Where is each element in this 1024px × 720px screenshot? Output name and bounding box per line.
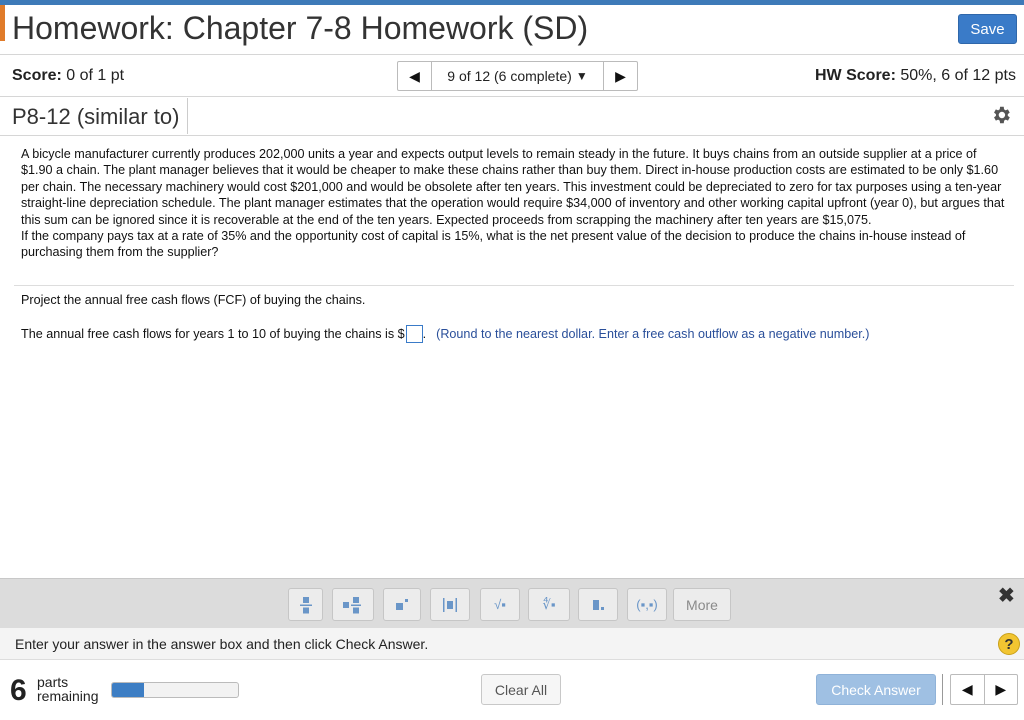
absolute-value-icon bbox=[441, 596, 459, 614]
score-label: Score: bbox=[12, 67, 62, 84]
hw-score-label: HW Score: bbox=[815, 67, 896, 84]
footer-question-navigator bbox=[950, 674, 1018, 705]
divider bbox=[942, 674, 943, 705]
triangle-left-icon: ◀ bbox=[961, 681, 973, 697]
page-title: Homework: Chapter 7-8 Homework (SD) bbox=[12, 10, 589, 46]
parts-progress-fill bbox=[112, 683, 144, 697]
triangle-left-icon: ◀ bbox=[409, 67, 420, 84]
divider bbox=[0, 96, 1024, 97]
help-icon[interactable]: ? bbox=[998, 633, 1020, 655]
question-navigator bbox=[397, 61, 638, 91]
ordered-pair-tool-button[interactable] bbox=[627, 588, 667, 621]
answer-input[interactable] bbox=[406, 325, 423, 343]
score-value: 0 of 1 pt bbox=[66, 67, 125, 84]
left-edge-marks bbox=[0, 140, 8, 610]
mixed-number-icon bbox=[342, 595, 364, 615]
nth-root-icon: ∜▪ bbox=[542, 596, 556, 612]
triangle-right-icon: ▶ bbox=[995, 681, 1007, 697]
exponent-tool-button[interactable] bbox=[383, 588, 421, 621]
divider bbox=[0, 135, 1024, 136]
caret-down-icon: ▼ bbox=[575, 69, 588, 83]
divider bbox=[14, 285, 1014, 286]
question-dropdown[interactable] bbox=[432, 62, 603, 90]
parts-label-line2: remaining bbox=[37, 688, 99, 704]
parts-remaining-count: 6 bbox=[10, 674, 27, 707]
check-answer-button[interactable]: Check Answer bbox=[816, 674, 936, 705]
answer-suffix: . bbox=[422, 327, 427, 341]
parts-progress-bar bbox=[111, 682, 239, 698]
previous-question-button[interactable] bbox=[398, 62, 432, 90]
score-display bbox=[12, 67, 124, 85]
top-accent-bar bbox=[0, 0, 1024, 5]
answer-hint: (Round to the nearest dollar. Enter a free cash outflow as a negative number.) bbox=[436, 327, 870, 341]
status-message: Enter your answer in the answer box and then click Check Answer. bbox=[15, 636, 429, 652]
top-accent-tab bbox=[0, 5, 5, 41]
next-question-button[interactable] bbox=[603, 62, 637, 90]
mixed-number-tool-button[interactable] bbox=[332, 588, 374, 621]
decimal-icon bbox=[590, 596, 606, 614]
parts-label-line1: parts bbox=[37, 674, 69, 690]
close-icon[interactable]: ✖ bbox=[998, 585, 1015, 607]
fraction-tool-button[interactable] bbox=[288, 588, 323, 621]
question-position: 9 of 12 (6 complete) bbox=[447, 68, 572, 84]
nth-root-tool-button[interactable] bbox=[528, 588, 570, 621]
parts-remaining-label bbox=[37, 675, 98, 703]
problem-statement bbox=[21, 146, 1009, 261]
divider bbox=[0, 54, 1024, 55]
footer-previous-button[interactable] bbox=[951, 675, 985, 704]
answer-line bbox=[21, 325, 869, 343]
hw-score-display bbox=[815, 67, 1016, 85]
save-button[interactable]: Save bbox=[958, 14, 1017, 44]
exponent-icon bbox=[394, 596, 410, 614]
footer-next-button[interactable] bbox=[985, 675, 1018, 704]
more-tools-button[interactable]: More bbox=[673, 588, 731, 621]
problem-text: A bicycle manufacturer currently produces 202,000 units a year and expects output levels to remain steady in the future. It buys chains from an outside supplier at a price of $1.90 a chain. The plant manager believes that it would be cheaper to make these chains rather than buy them. Direct in-house production costs are estimated to be only $1.60 per chain. The necessary machinery would cost $201,000 and would be obsolete after ten years. This investment could be depreciated to zero for tax purposes using a ten-year straight-line depreciation schedule. The plant manager estimates that the operation would require $34,000 of inventory and other working capital upfront (year 0), but argues that this sum can be ignored since it is recoverable at the end of the ten years. Expected proceeds from scrapping the machinery after ten years are $15,075. bbox=[21, 147, 1005, 227]
square-root-tool-button[interactable] bbox=[480, 588, 520, 621]
fraction-icon bbox=[299, 595, 313, 615]
problem-question: If the company pays tax at a rate of 35% and the opportunity cost of capital is 15%, what is the net present value of the decision to produce the chains in-house instead of purchasing them from the supplier? bbox=[21, 229, 966, 260]
decimal-tool-button[interactable] bbox=[578, 588, 618, 621]
question-id: P8-12 (similar to) bbox=[12, 104, 180, 129]
square-root-icon: √▪ bbox=[494, 597, 506, 612]
absolute-value-tool-button[interactable] bbox=[430, 588, 470, 621]
hw-score-value: 50%, 6 of 12 pts bbox=[900, 67, 1016, 84]
part-prompt: Project the annual free cash flows (FCF) of buying the chains. bbox=[21, 293, 366, 307]
gear-icon[interactable] bbox=[990, 104, 1012, 126]
triangle-right-icon: ▶ bbox=[615, 67, 626, 84]
ordered-pair-icon: (▪,▪) bbox=[636, 597, 658, 612]
clear-all-button[interactable]: Clear All bbox=[481, 674, 561, 705]
math-toolbar bbox=[0, 578, 1024, 628]
answer-prefix: The annual free cash flows for years 1 to 10 of buying the chains is $ bbox=[21, 327, 405, 341]
